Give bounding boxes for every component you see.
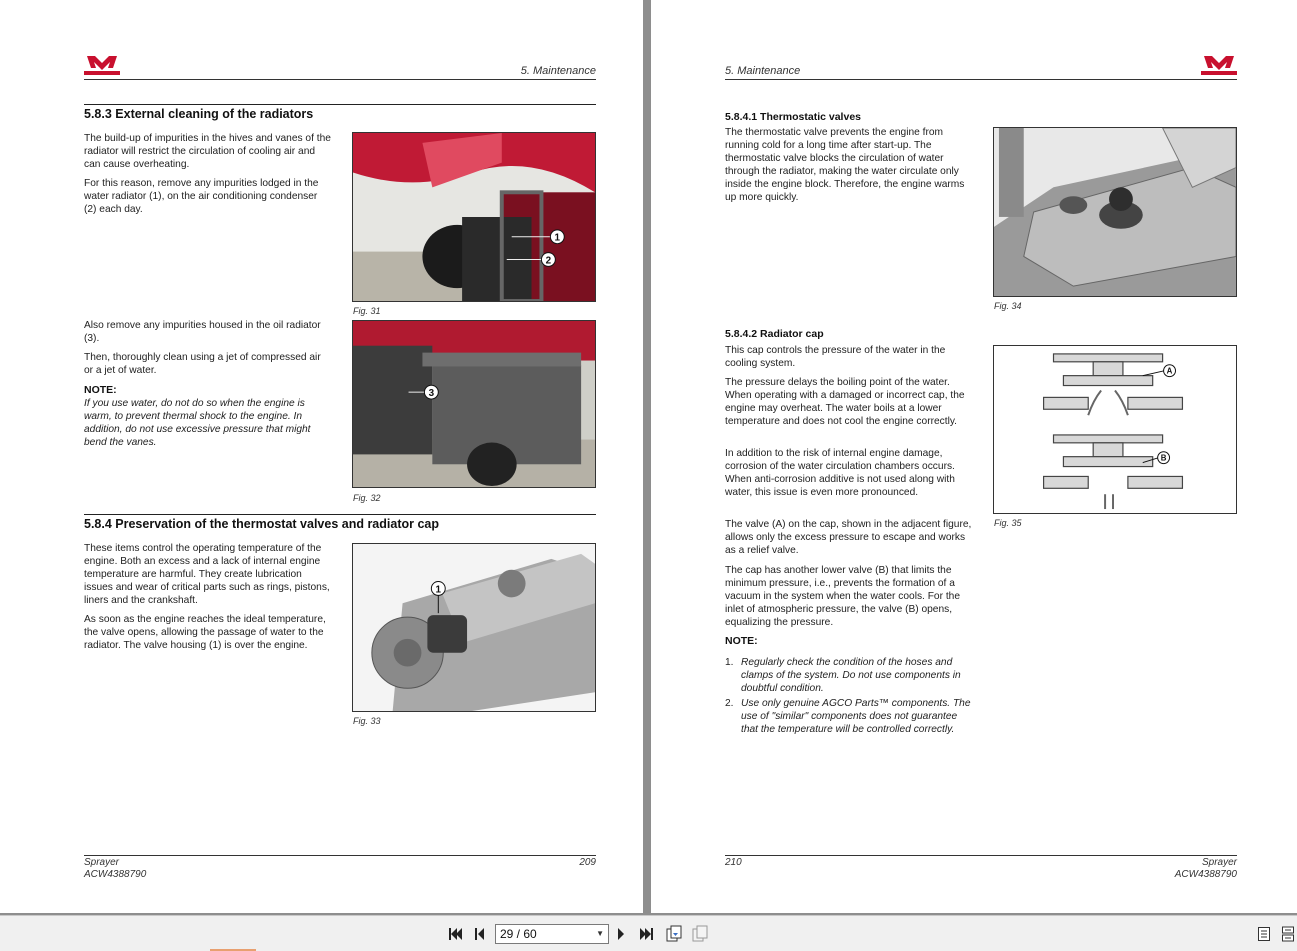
note-list (725, 656, 973, 738)
paragraph: The cap has another lower valve (B) that limits the minimum pressure, i.e., prevents the formation of a vacuum in the system when the water cools. For the inlet of atmospheric pressure, the valve (B) opens, equalizing the pressure. (725, 565, 960, 628)
callout-A: A (1166, 366, 1173, 376)
section-title-5-8-4-1: 5.8.4.1 Thermostatic valves (725, 111, 861, 123)
callout-2: 2 (545, 255, 552, 267)
running-header: 5. Maintenance (725, 65, 801, 77)
fit-page-button[interactable] (665, 925, 683, 943)
continuous-view-button[interactable] (1279, 925, 1297, 943)
header-rule (725, 79, 1237, 80)
massey-ferguson-logo (1201, 54, 1237, 78)
previous-page-icon (471, 926, 487, 942)
last-page-button[interactable] (638, 925, 656, 943)
section-rule (84, 514, 596, 515)
figure-35-radiator-cap-diagram (993, 345, 1237, 514)
paragraph: The build-up of impurities in the hives and vanes of the radiator will restrict the circulation of cooling air and can cause overheating. (84, 133, 331, 170)
section-rule (84, 104, 596, 105)
paragraph: The valve (A) on the cap, shown in the adjacent figure, allows only the excess pressure to escape and works as a relief valve. (725, 519, 972, 556)
running-header: 5. Maintenance (520, 65, 596, 77)
figure-35-caption: Fig. 35 (994, 518, 1022, 528)
paragraph: For this reason, remove any impurities lodged in the water radiator (1), on the air conditioning condenser (2) each day. (84, 178, 319, 215)
page-210 (651, 0, 1297, 913)
list-item (725, 697, 973, 736)
footer-code: ACW4388790 (1174, 869, 1237, 880)
paragraph: This cap controls the pressure of the water in the cooling system. (725, 345, 946, 369)
fit-width-button[interactable] (691, 925, 709, 943)
list-text: Use only genuine AGCO Parts™ components. The use of "similar" components does not guarantee that the temperature will be controlled correctly. (741, 698, 971, 735)
footer-rule (84, 855, 596, 856)
next-page-icon (615, 926, 631, 942)
paragraph: The thermostatic valve prevents the engine from running cold for a long time after start-up. The thermostatic valve blocks the circulation of water through the radiator, making the water circulate only inside the engine block. Therefore, the engine warms up more quickly. (725, 127, 965, 203)
figure-31-caption: Fig. 31 (353, 306, 381, 316)
list-number: 1. (725, 657, 734, 668)
last-page-icon (639, 926, 655, 942)
footer-title: Sprayer (84, 857, 120, 868)
continuous-view-icon (1281, 926, 1295, 942)
header-rule (84, 79, 596, 80)
callout-1: 1 (554, 232, 561, 244)
page-number: 209 (579, 857, 596, 868)
section-title-5-8-3: 5.8.3 External cleaning of the radiators (84, 107, 314, 121)
footer-rule (725, 855, 1237, 856)
callout-3: 3 (428, 388, 435, 400)
page-number: 210 (725, 857, 742, 868)
first-page-button[interactable] (446, 925, 464, 943)
paragraph: The pressure delays the boiling point of the water. When operating with a damaged or incorrect cap, the engine may overheat. The water boils at a lower temperature and does not cool the engine correctly. (725, 377, 965, 427)
list-number: 2. (725, 698, 734, 709)
chevron-down-icon[interactable]: ▼ (596, 929, 604, 938)
next-page-button[interactable] (614, 925, 632, 943)
single-page-view-button[interactable] (1255, 925, 1273, 943)
first-page-icon (447, 926, 463, 942)
figure-34-thermostat-drawing (993, 127, 1237, 297)
callout-1: 1 (435, 584, 442, 596)
list-text: Regularly check the condition of the hoses and clamps of the system. Do not use components in doubtful condition. (741, 657, 961, 694)
paragraph: These items control the operating temperature of the engine. Both an excess and a lack of internal engine temperature are harmful. They create lubrication issues and wear of critical parts such as rings, pistons, liners and the crankshaft. (84, 543, 330, 606)
section-title-5-8-4-2: 5.8.4.2 Radiator cap (725, 328, 824, 340)
paragraph: In addition to the risk of internal engine damage, corrosion of the water circulation chambers occurs. When anti-corrosion additive is not used along with water, this issue is even more pronounced. (725, 448, 955, 498)
paragraph: Then, thoroughly clean using a jet of compressed air or a jet of water. (84, 352, 321, 376)
figure-31-radiator-photo (352, 132, 596, 302)
page-indicator: 29 / 60 (500, 927, 537, 941)
fit-width-icon (691, 925, 709, 943)
note-label: NOTE: (84, 384, 117, 396)
navigation-toolbar (0, 915, 1297, 951)
list-item (725, 656, 973, 695)
fit-page-icon (665, 925, 683, 943)
page-209 (0, 0, 643, 913)
note-text: If you use water, do not do so when the engine is warm, to prevent thermal shock to the engine. In addition, do not use excessive pressure that might bend the vanes. (84, 398, 311, 448)
figure-33-caption: Fig. 33 (353, 716, 381, 726)
paragraph: As soon as the engine reaches the ideal temperature, the valve opens, allowing the passage of water to the radiator. The valve housing (1) is over the engine. (84, 614, 326, 651)
section-title-5-8-4: 5.8.4 Preservation of the thermostat valves and radiator cap (84, 517, 439, 531)
previous-page-button[interactable] (470, 925, 488, 943)
figure-33-engine-drawing (352, 543, 596, 712)
massey-ferguson-logo (84, 54, 120, 78)
note-label: NOTE: (725, 635, 758, 647)
footer-title: Sprayer (1201, 857, 1237, 868)
figure-32-caption: Fig. 32 (353, 493, 381, 503)
callout-B: B (1160, 453, 1167, 463)
page-number-input[interactable] (495, 924, 609, 944)
figure-34-caption: Fig. 34 (994, 301, 1022, 311)
paragraph: Also remove any impurities housed in the oil radiator (3). (84, 320, 321, 344)
footer-code: ACW4388790 (84, 869, 147, 880)
figure-32-oil-radiator-photo (352, 320, 596, 488)
single-page-view-icon (1257, 926, 1271, 942)
